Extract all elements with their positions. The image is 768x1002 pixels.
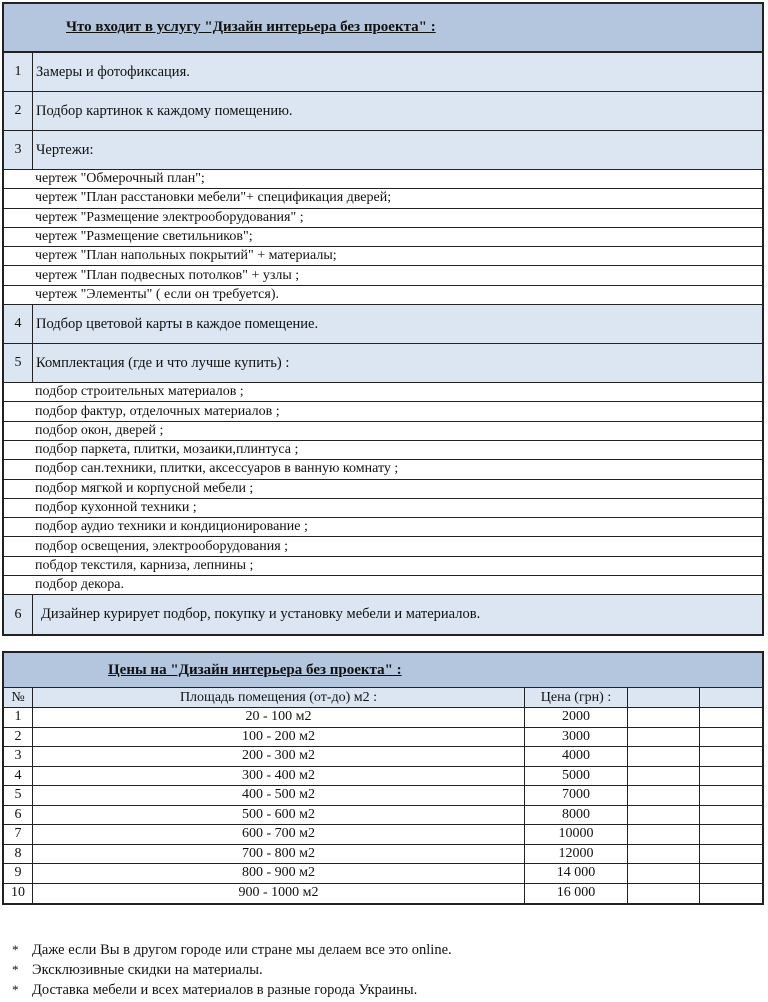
service-text: Подбор цветовой карты в каждое помещение. (36, 315, 319, 332)
note-text: Даже если Вы в другом городе или стране мы делаем все это online. (32, 941, 452, 958)
selection-item: подбор паркета, плитки, мозаики,плинтуса ; (4, 441, 762, 460)
area-range: 200 - 300 м2 (33, 747, 525, 766)
empty-cell (700, 688, 762, 707)
empty-cell (700, 728, 762, 747)
price-row (4, 767, 762, 787)
empty-cell (700, 786, 762, 805)
note-item (12, 940, 452, 960)
prices-header-row (4, 688, 762, 708)
price-row (4, 728, 762, 748)
note-text: Доставка мебели и всех материалов в разные города Украины. (32, 981, 418, 998)
empty-cell (700, 806, 762, 825)
row-number: 6 (4, 806, 33, 825)
drawing-item: чертеж "Обмерочный план"; (4, 170, 762, 189)
price-value: 16 000 (525, 884, 628, 904)
price-value: 5000 (525, 767, 628, 786)
service-number: 6 (4, 595, 33, 634)
row-number: 10 (4, 884, 33, 904)
price-row (4, 806, 762, 826)
drawing-item: чертеж "Элементы" ( если он требуется). (4, 286, 762, 305)
service-row-6 (4, 595, 762, 634)
area-range: 400 - 500 м2 (33, 786, 525, 805)
row-number: 2 (4, 728, 33, 747)
area-range: 300 - 400 м2 (33, 767, 525, 786)
price-value: 4000 (525, 747, 628, 766)
drawing-item: чертеж "План напольных покрытий" + материалы; (4, 247, 762, 266)
selection-item: побдор текстиля, карниза, лепнины ; (4, 557, 762, 576)
price-value: 10000 (525, 825, 628, 844)
empty-cell (628, 708, 700, 727)
area-range: 20 - 100 м2 (33, 708, 525, 727)
asterisk-icon: * (12, 962, 19, 977)
price-row (4, 845, 762, 865)
empty-cell (628, 786, 700, 805)
selection-item: подбор строительных материалов ; (4, 383, 762, 402)
area-range: 100 - 200 м2 (33, 728, 525, 747)
area-range: 800 - 900 м2 (33, 864, 525, 883)
service-row-5 (4, 344, 762, 383)
row-number: 5 (4, 786, 33, 805)
selection-item: подбор фактур, отделочных материалов ; (4, 402, 762, 421)
price-row (4, 825, 762, 845)
header-price: Цена (грн) : (525, 688, 628, 707)
selection-item: подбор сан.техники, плитки, аксессуаров в ванную комнату ; (4, 460, 762, 479)
price-row (4, 864, 762, 884)
drawing-item: чертеж "План подвесных потолков" + узлы ; (4, 266, 762, 285)
price-row (4, 884, 762, 904)
prices-table (2, 651, 764, 905)
service-text: Замеры и фотофиксация. (36, 63, 190, 80)
area-range: 700 - 800 м2 (33, 845, 525, 864)
prices-title: Цены на "Дизайн интерьера без проекта" : (4, 653, 762, 688)
service-number: 2 (4, 92, 33, 130)
empty-cell (628, 845, 700, 864)
service-text: Подбор картинок к каждому помещению. (36, 102, 293, 119)
service-number: 3 (4, 131, 33, 169)
row-number: 1 (4, 708, 33, 727)
price-value: 14 000 (525, 864, 628, 883)
service-number: 5 (4, 344, 33, 382)
drawing-item: чертеж "План расстановки мебели"+ спецификация дверей; (4, 189, 762, 208)
service-number: 4 (4, 305, 33, 343)
service-row-4 (4, 305, 762, 344)
row-number: 4 (4, 767, 33, 786)
header-area: Площадь помещения (от-до) м2 : (33, 688, 525, 707)
empty-cell (628, 864, 700, 883)
services-table (2, 2, 764, 636)
row-number: 8 (4, 845, 33, 864)
note-item (12, 980, 452, 1000)
area-range: 500 - 600 м2 (33, 806, 525, 825)
services-title: Что входит в услугу "Дизайн интерьера без проекта" : (4, 4, 762, 53)
empty-cell (700, 708, 762, 727)
empty-cell (628, 688, 700, 707)
notes-list (12, 940, 452, 1000)
selection-item: подбор окон, дверей ; (4, 422, 762, 441)
empty-cell (700, 825, 762, 844)
asterisk-icon: * (12, 942, 19, 957)
selection-item: подбор аудио техники и кондиционирование ; (4, 518, 762, 537)
empty-cell (700, 884, 762, 904)
selection-item: подбор мягкой и корпусной мебели ; (4, 480, 762, 499)
asterisk-icon: * (12, 982, 19, 997)
empty-cell (628, 747, 700, 766)
note-text: Эксклюзивные скидки на материалы. (32, 961, 263, 978)
empty-cell (628, 806, 700, 825)
note-item (12, 960, 452, 980)
drawing-item: чертеж "Размещение светильников"; (4, 228, 762, 247)
empty-cell (628, 884, 700, 904)
service-row-3 (4, 131, 762, 170)
price-value: 3000 (525, 728, 628, 747)
service-text: Дизайнер курирует подбор, покупку и установку мебели и материалов. (41, 606, 481, 623)
area-range: 600 - 700 м2 (33, 825, 525, 844)
empty-cell (700, 845, 762, 864)
price-value: 12000 (525, 845, 628, 864)
price-row (4, 747, 762, 767)
selection-item: подбор кухонной техники ; (4, 499, 762, 518)
row-number: 3 (4, 747, 33, 766)
empty-cell (700, 864, 762, 883)
price-value: 8000 (525, 806, 628, 825)
price-row (4, 708, 762, 728)
row-number: 7 (4, 825, 33, 844)
service-text: Чертежи: (36, 141, 94, 158)
service-row-1 (4, 53, 762, 92)
price-rows (4, 708, 762, 903)
price-value: 2000 (525, 708, 628, 727)
header-number: № (4, 688, 33, 707)
service-text: Комплектация (где и что лучше купить) : (36, 354, 290, 371)
empty-cell (628, 825, 700, 844)
empty-cell (700, 747, 762, 766)
empty-cell (700, 767, 762, 786)
service-row-2 (4, 92, 762, 131)
empty-cell (628, 728, 700, 747)
price-value: 7000 (525, 786, 628, 805)
drawing-item: чертеж "Размещение электрооборудования" ; (4, 209, 762, 228)
area-range: 900 - 1000 м2 (33, 884, 525, 904)
selection-item: подбор освещения, электрооборудования ; (4, 537, 762, 556)
price-row (4, 786, 762, 806)
selection-item: подбор декора. (4, 576, 762, 595)
empty-cell (628, 767, 700, 786)
service-number: 1 (4, 53, 33, 91)
row-number: 9 (4, 864, 33, 883)
